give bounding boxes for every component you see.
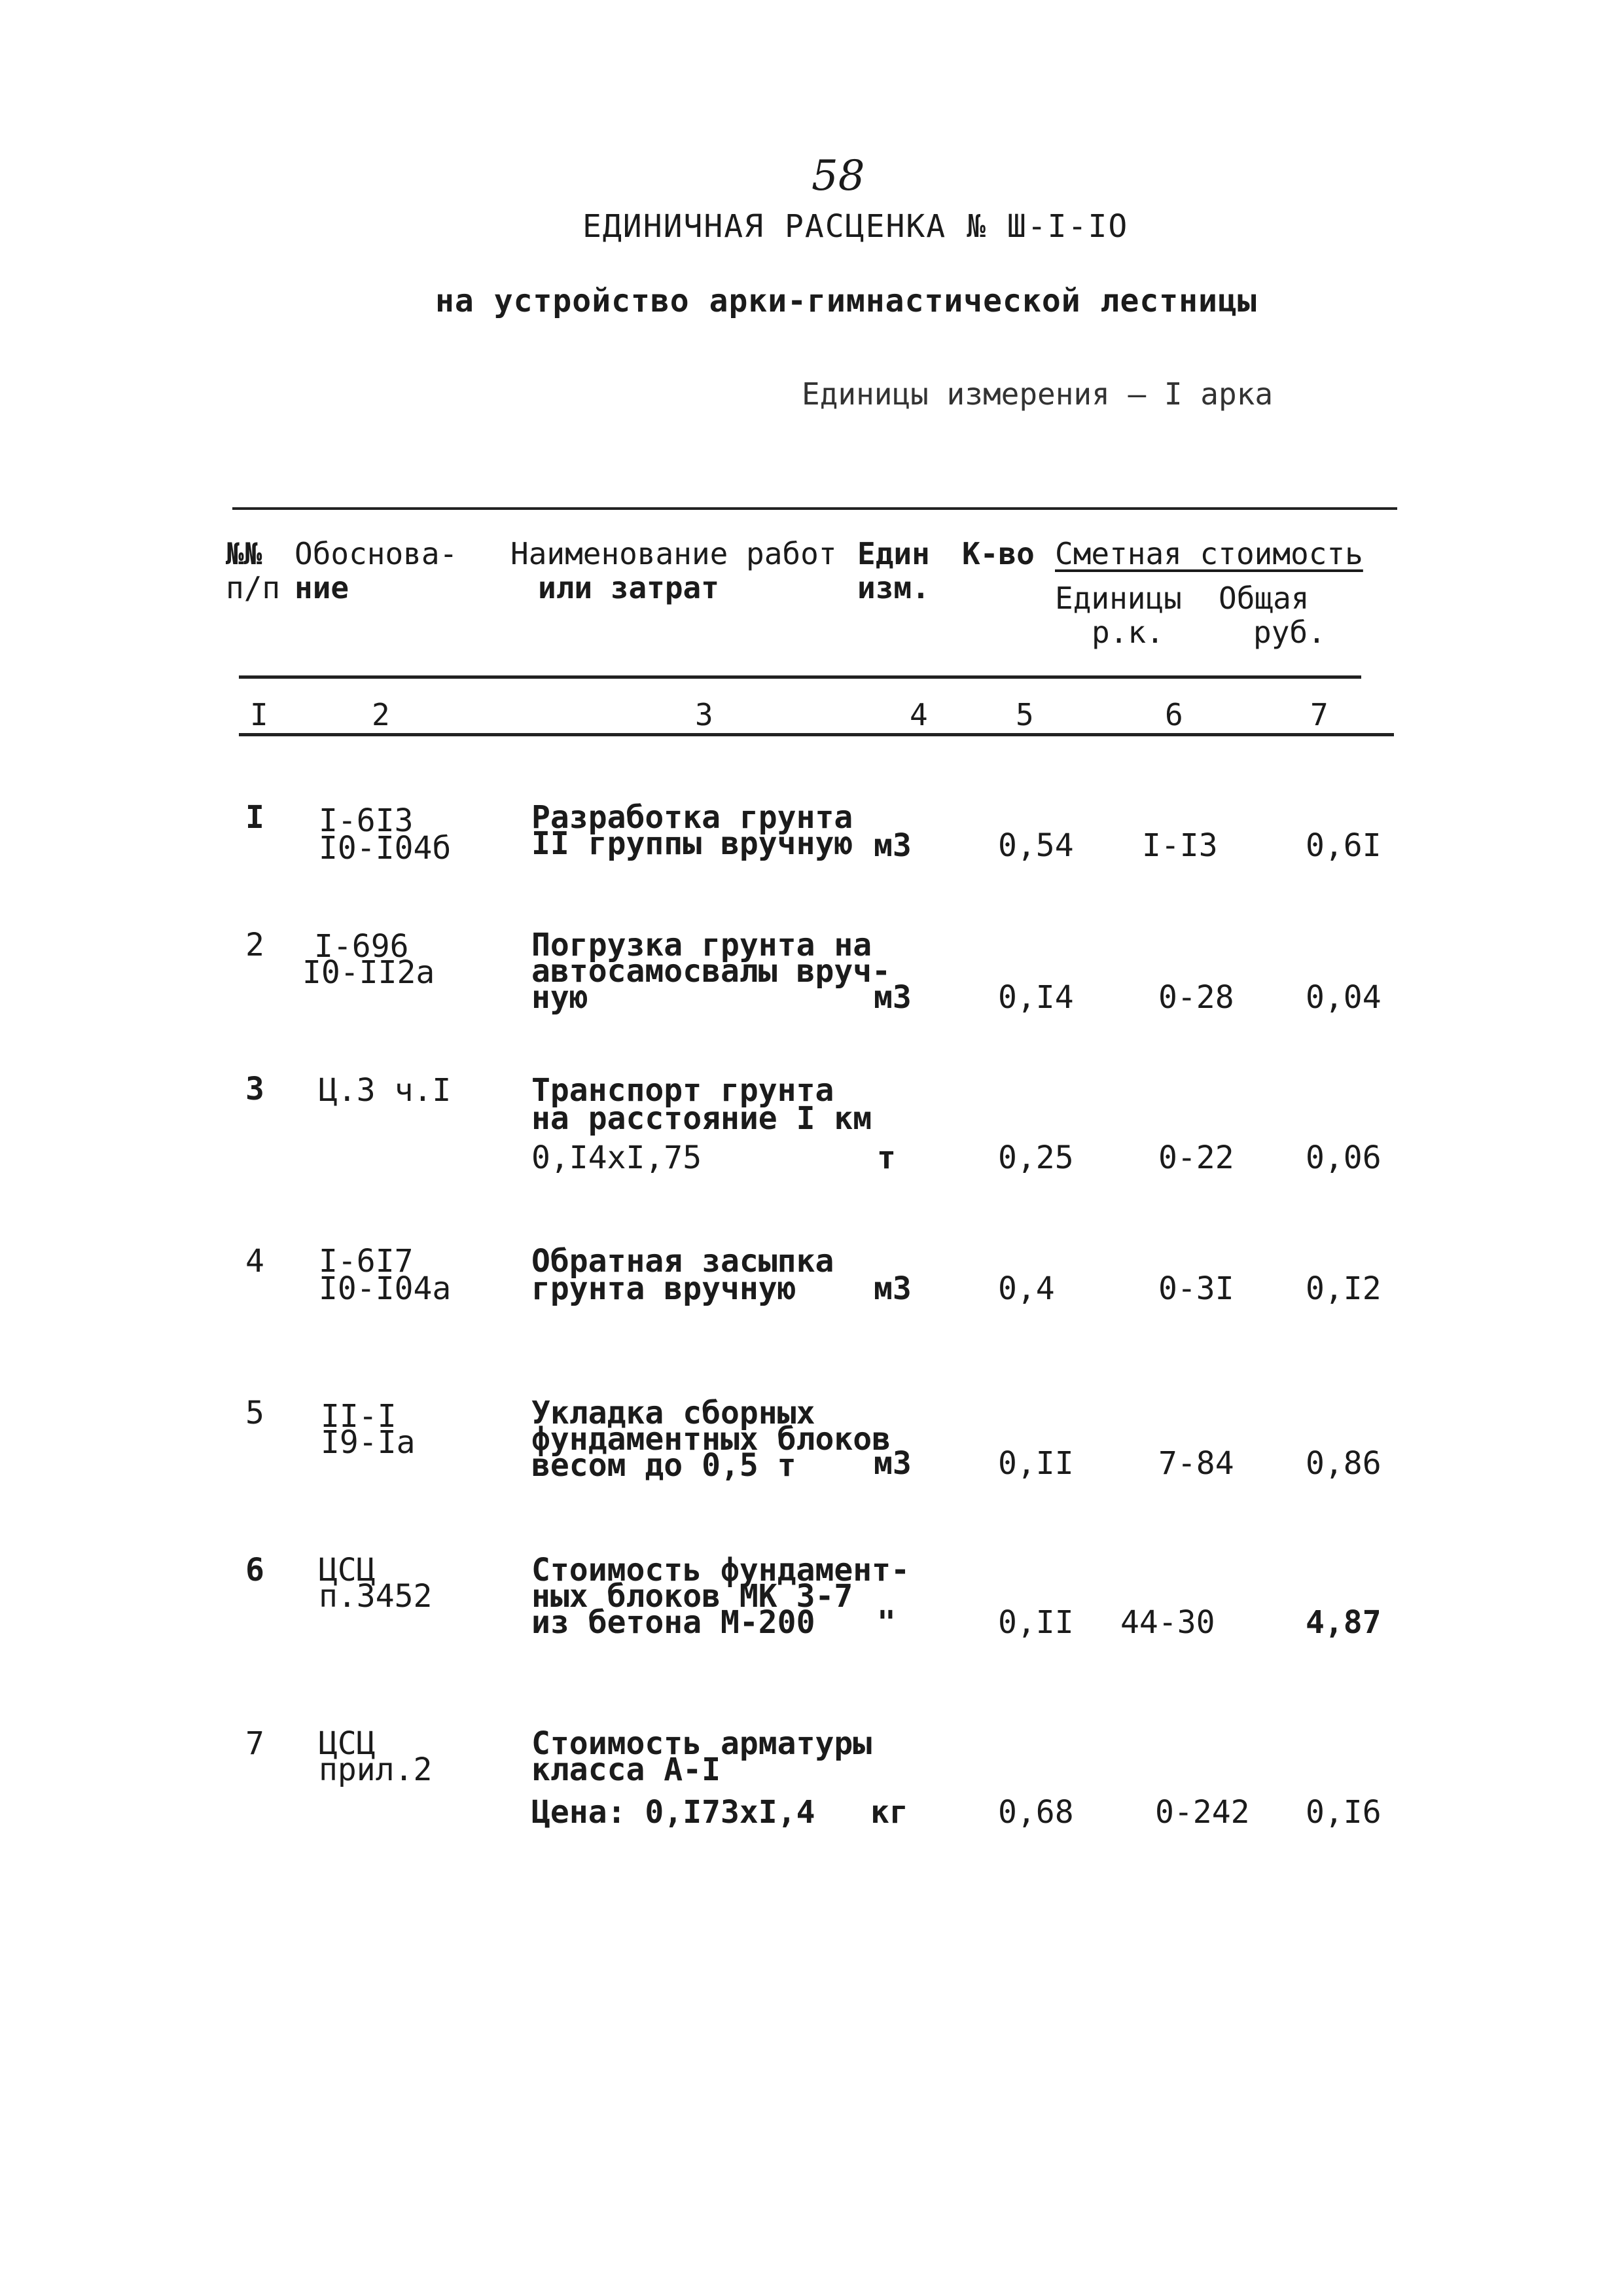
row-basis: I-6I3 bbox=[319, 802, 414, 839]
row-name: Транспорт грунта bbox=[531, 1072, 834, 1109]
column-number: 2 bbox=[372, 697, 390, 732]
row-name: 0,I4xI,75 bbox=[531, 1139, 702, 1176]
row-total: 0,6I bbox=[1306, 827, 1382, 864]
column-number: 4 bbox=[910, 697, 928, 732]
row-name: Погрузка грунта на bbox=[531, 927, 872, 963]
row-unit: м3 bbox=[874, 827, 912, 864]
row-name: класса А-I bbox=[531, 1751, 721, 1788]
column-numbers-rule bbox=[239, 733, 1394, 736]
document-subtitle: на устройство арки-гимнастической лестницы bbox=[435, 283, 1257, 319]
row-qty: 0,68 bbox=[998, 1794, 1074, 1831]
row-name: Разработка грунта bbox=[531, 799, 853, 836]
row-basis: I0-II2а bbox=[302, 954, 435, 991]
row-qty: 0,4 bbox=[998, 1270, 1055, 1307]
row-number: 7 bbox=[245, 1725, 264, 1762]
column-number: 6 bbox=[1165, 697, 1183, 732]
row-qty: 0,54 bbox=[998, 827, 1074, 864]
row-name: II группы вручную bbox=[531, 825, 853, 862]
row-basis: I-6I7 bbox=[319, 1243, 414, 1280]
row-number: 2 bbox=[245, 927, 264, 963]
row-qty: 0,I4 bbox=[998, 979, 1074, 1016]
header-basis-line1: Обоснова- bbox=[294, 536, 458, 571]
row-unit: " bbox=[877, 1604, 896, 1641]
row-basis: ЦСЦ bbox=[319, 1725, 376, 1762]
header-total-cost-sub: руб. bbox=[1253, 615, 1326, 650]
row-unit: м3 bbox=[874, 1270, 912, 1307]
row-name: весом до 0,5 т bbox=[531, 1447, 796, 1484]
row-total: 0,04 bbox=[1306, 979, 1382, 1016]
row-name: Стоимость фундамент- bbox=[531, 1552, 910, 1588]
row-name: Укладка сборных bbox=[531, 1395, 815, 1431]
header-unit-line2: изм. bbox=[857, 570, 930, 605]
row-unit-cost: 0-28 bbox=[1158, 979, 1234, 1016]
row-basis: I0-I04а bbox=[319, 1270, 452, 1307]
header-total-cost: Общая bbox=[1219, 581, 1310, 616]
column-number: 7 bbox=[1310, 697, 1329, 732]
row-basis: п.3452 bbox=[319, 1578, 433, 1615]
row-name: Обратная засыпка bbox=[531, 1243, 834, 1280]
row-unit: кг bbox=[870, 1794, 908, 1831]
header-num-line2: п/п bbox=[226, 570, 281, 605]
row-name: Цена: 0,I73xI,4 bbox=[531, 1794, 815, 1831]
row-name: на расстояние I км bbox=[531, 1100, 872, 1137]
row-total: 0,I2 bbox=[1306, 1270, 1382, 1307]
row-total: 0,I6 bbox=[1306, 1794, 1382, 1831]
row-name: из бетона М-200 bbox=[531, 1604, 815, 1641]
header-name-line2: или затрат bbox=[538, 570, 719, 605]
row-basis: прил.2 bbox=[319, 1751, 433, 1788]
row-basis: II-I bbox=[321, 1398, 397, 1435]
measurement-unit: Единицы измерения — I арка bbox=[802, 376, 1274, 412]
row-qty: 0,II bbox=[998, 1604, 1074, 1641]
header-unit-cost: Единицы bbox=[1055, 581, 1182, 616]
row-basis: ЦСЦ bbox=[319, 1552, 376, 1588]
row-unit-cost: 7-84 bbox=[1158, 1445, 1234, 1482]
row-unit: т bbox=[877, 1139, 896, 1176]
row-total: 4,87 bbox=[1306, 1604, 1382, 1641]
row-unit: м3 bbox=[874, 1445, 912, 1482]
row-qty: 0,II bbox=[998, 1445, 1074, 1482]
table-top-rule bbox=[232, 507, 1397, 510]
header-bottom-rule bbox=[239, 675, 1361, 679]
header-name-line1: Наименование работ bbox=[510, 536, 837, 571]
row-unit-cost: I-I3 bbox=[1142, 827, 1218, 864]
row-number: 3 bbox=[245, 1071, 264, 1107]
row-name: Стоимость арматуры bbox=[531, 1725, 872, 1762]
header-cost: Сметная стоимость bbox=[1055, 536, 1363, 571]
row-basis: I9-Iа bbox=[321, 1424, 416, 1461]
row-unit-cost: 0-242 bbox=[1155, 1794, 1250, 1831]
row-basis: I0-I04б bbox=[319, 830, 452, 867]
row-unit-cost: 44-30 bbox=[1120, 1604, 1215, 1641]
row-name: грунта вручную bbox=[531, 1270, 796, 1307]
header-qty: К-во bbox=[962, 536, 1035, 571]
row-basis: Ц.3 ч.I bbox=[319, 1072, 452, 1109]
column-number: 3 bbox=[695, 697, 713, 732]
row-unit: м3 bbox=[874, 979, 912, 1016]
row-name: ную bbox=[531, 979, 588, 1016]
header-unit-line1: Един bbox=[857, 536, 930, 571]
row-total: 0,06 bbox=[1306, 1139, 1382, 1176]
row-basis: I-696 bbox=[314, 928, 409, 965]
column-number: I bbox=[250, 697, 268, 732]
document-title: ЕДИНИЧНАЯ РАСЦЕНКА № Ш-I-IO bbox=[582, 208, 1129, 245]
row-number: I bbox=[245, 799, 264, 836]
row-number: 5 bbox=[245, 1395, 264, 1431]
row-name: автосамосвалы вруч- bbox=[531, 953, 891, 990]
row-name: ных блоков МК 3-7 bbox=[531, 1578, 853, 1615]
row-number: 4 bbox=[245, 1243, 264, 1280]
header-basis-line2: ние bbox=[294, 570, 349, 605]
row-unit-cost: 0-3I bbox=[1158, 1270, 1234, 1307]
row-unit-cost: 0-22 bbox=[1158, 1139, 1234, 1176]
row-total: 0,86 bbox=[1306, 1445, 1382, 1482]
page-number: 58 bbox=[812, 152, 865, 200]
row-qty: 0,25 bbox=[998, 1139, 1074, 1176]
row-name: фундаментных блоков bbox=[531, 1421, 891, 1458]
column-number: 5 bbox=[1016, 697, 1034, 732]
header-unit-cost-sub: р.к. bbox=[1092, 615, 1164, 650]
header-num-line1: №№ bbox=[226, 536, 262, 571]
row-number: 6 bbox=[245, 1552, 264, 1588]
